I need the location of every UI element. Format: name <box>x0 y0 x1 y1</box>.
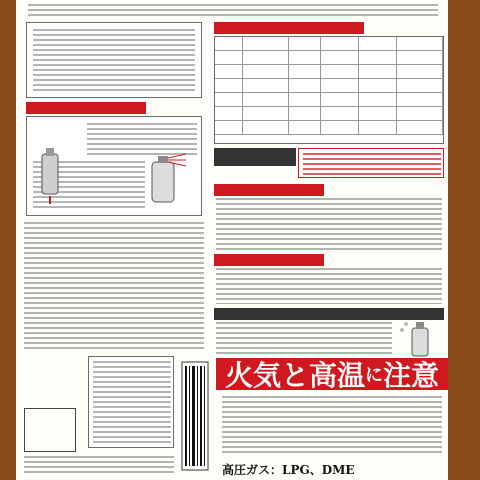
spray-can-icon <box>140 152 190 206</box>
target-pests-bar <box>214 22 364 34</box>
left-info-box <box>26 22 202 98</box>
gas-disposal-text <box>216 322 392 356</box>
left-detail-text <box>24 222 204 350</box>
left-info-text <box>33 29 195 91</box>
target-pests-box <box>214 36 444 144</box>
spray-caution-box <box>298 148 444 178</box>
materials-box <box>88 356 174 448</box>
fire-heat-warning-text <box>222 396 442 456</box>
effect-dosage-text <box>216 198 442 250</box>
high-pressure-gas-line <box>222 460 355 478</box>
recycle-mark <box>24 408 76 452</box>
gas-label: 高圧ガス： <box>222 462 283 477</box>
product-label-back <box>16 0 448 480</box>
top-caution-text <box>28 4 438 16</box>
target-pests-table <box>215 37 443 135</box>
safety-caution-bar <box>214 254 324 266</box>
effect-dosage-bar <box>214 184 324 196</box>
bottom-left-text <box>24 456 174 476</box>
spray-caution-text <box>303 153 441 175</box>
barcode <box>180 360 210 472</box>
safety-caution-text <box>216 268 442 304</box>
nozzle-attach-bar <box>26 102 146 114</box>
gas-release-icon <box>396 318 444 358</box>
nozzle-icon <box>24 146 80 206</box>
materials-text <box>93 361 171 445</box>
gas-value: LPG、DME <box>282 462 355 477</box>
fire-heat-warning-title: 火気と 高温 に 注意 <box>216 358 448 390</box>
spray-nozzle-bar <box>214 148 296 166</box>
